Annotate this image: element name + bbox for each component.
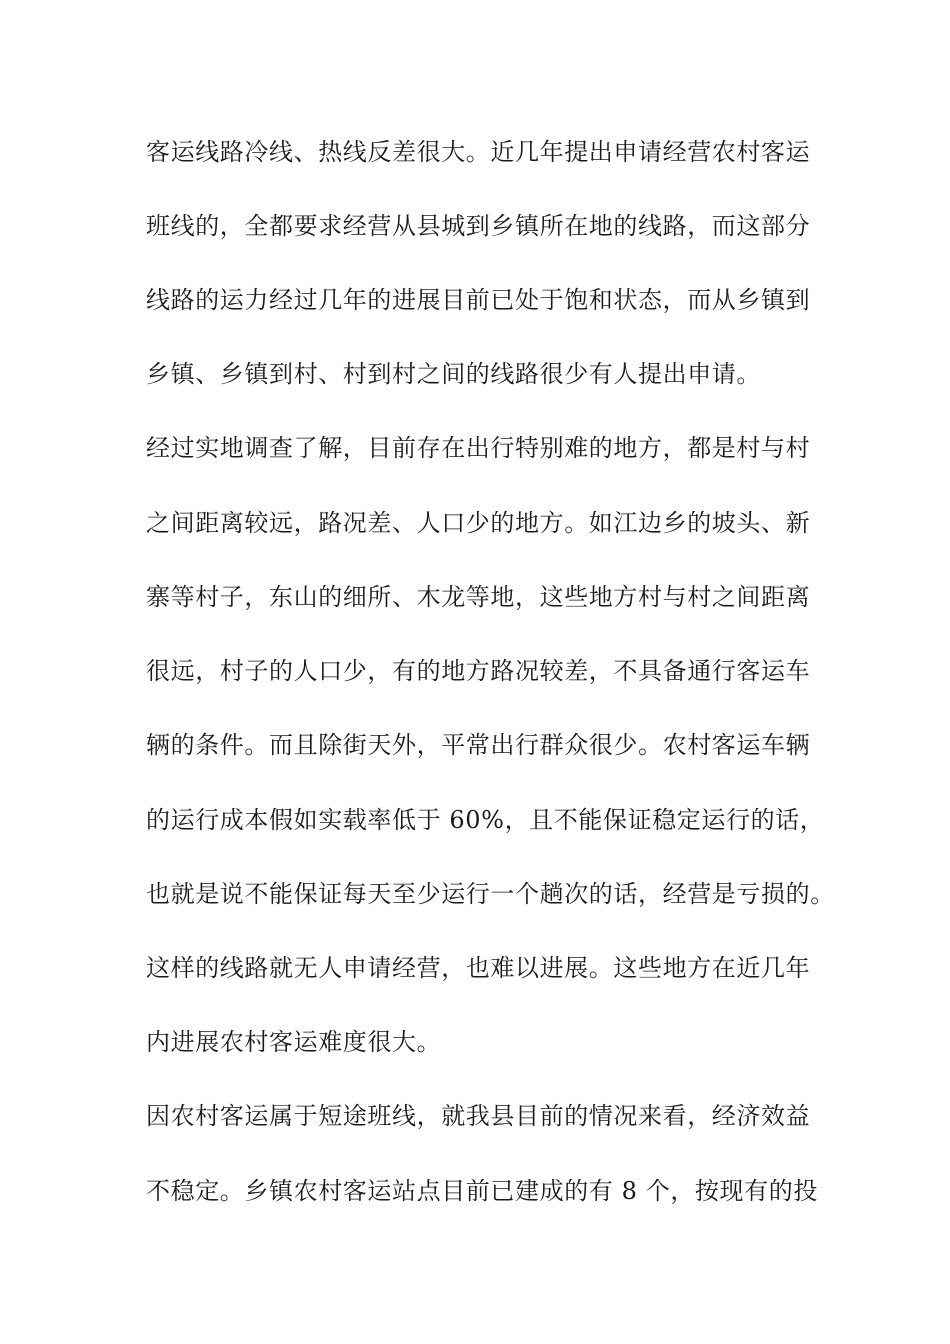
text-line-12: 这样的线路就无人申请经营，也难以进展。这些地方在近几年 xyxy=(146,954,811,982)
text-line-8: 很远，村子的人口少，有的地方路况较差，不具备通行客运车 xyxy=(146,657,811,685)
text-line-14: 因农村客运属于短途班线，就我县目前的情况来看，经济效益 xyxy=(146,1102,811,1130)
text-line-5: 经过实地调查了解，目前存在出行特别难的地方，都是村与村 xyxy=(146,434,811,462)
text-line-10: 的运行成本假如实载率低于 60%，且不能保证稳定运行的话， xyxy=(146,806,825,834)
text-line-13: 内进展农村客运难度很大。 xyxy=(146,1028,442,1056)
text-line-6: 之间距离较远，路况差、人口少的地方。如江边乡的坡头、新 xyxy=(146,509,811,537)
text-line-4: 乡镇、乡镇到村、村到村之间的线路很少有人提出申请。 xyxy=(146,360,761,388)
text-line-3: 线路的运力经过几年的进展目前已处于饱和状态，而从乡镇到 xyxy=(146,286,811,314)
text-line-1: 客运线路冷线、热线反差很大。近几年提出申请经营农村客运 xyxy=(146,138,811,166)
text-line-2: 班线的，全都要求经营从县城到乡镇所在地的线路，而这部分 xyxy=(146,212,811,240)
text-line-15: 不稳定。乡镇农村客运站点目前已建成的有 8 个，按现有的投 xyxy=(146,1177,818,1205)
text-line-7: 寨等村子，东山的细所、木龙等地，这些地方村与村之间距离 xyxy=(146,583,811,611)
text-line-11: 也就是说不能保证每天至少运行一个趟次的话，经营是亏损的。 xyxy=(146,880,835,908)
text-line-9: 辆的条件。而且除街天外，平常出行群众很少。农村客运车辆 xyxy=(146,731,811,759)
